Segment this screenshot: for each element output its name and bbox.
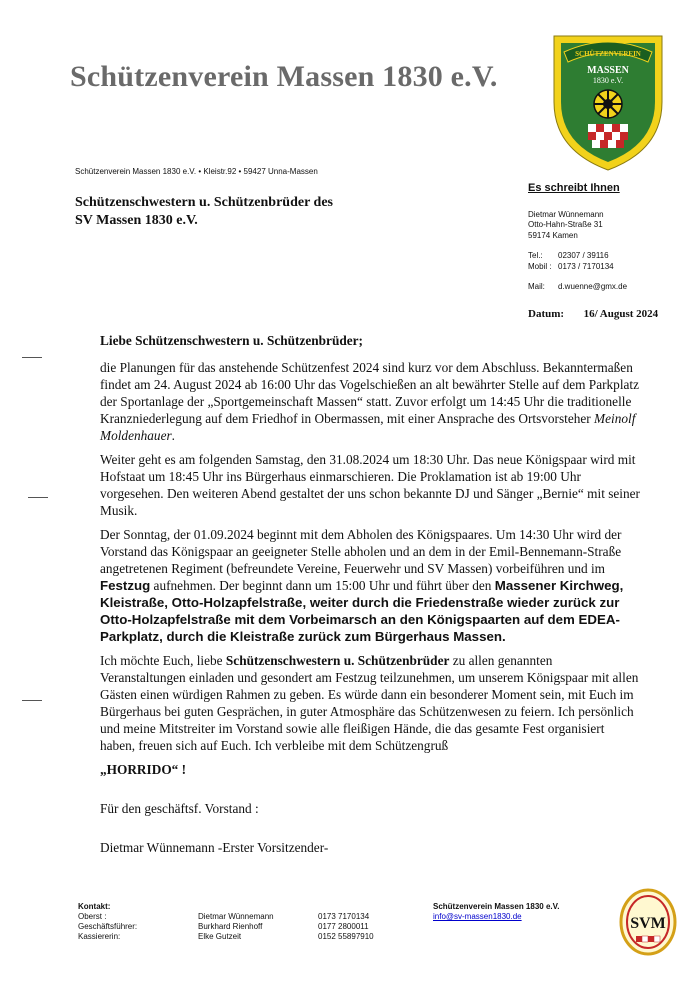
recipient-line-2: SV Massen 1830 e.V. [75, 213, 198, 228]
closing-line: Für den geschäftsf. Vorstand : [100, 801, 259, 816]
contact-street: Otto-Hahn-Straße 31 [528, 220, 603, 229]
fold-mark-middle [28, 497, 48, 498]
contact-tel-row [528, 251, 627, 262]
paragraph-3: Der Sonntag, der 01.09.2024 beginnt mit dem Abholen des Königspaares. Um 14:30 Uhr wird der Vorstand das Königspaar an geeigneter Stelle abholen und an dem in der Emil-Bennemann-Straße angetretenen Regiment (befreundete Vereine, Feuerwehr und SV Massen) vorbeiführen und im Festzug aufnehmen. Der beginnt dann um 15:00 Uhr und führt über den Massener Kirchweg, Kleistraße, Otto-Holzapfelstraße, weiter durch die Friedenstraße wieder zurück zur Otto-Holzapfelstraße mit dem Vorbeimarsch an den Königspaarten auf dem EDEA-Parkplatz, durch die Kleistraße zurück zum Bürgerhaus Massen. [100, 527, 624, 644]
footer-contact-row [78, 912, 408, 922]
contact-mail-row [528, 282, 627, 293]
contact-phone: 0177 2800011 [318, 922, 369, 931]
salutation: Liebe Schützenschwestern u. Schützenbrüder; [100, 333, 363, 348]
logo-banner-text: SCHÜTZENVEREIN [575, 50, 641, 58]
footer-org-name: Schützenverein Massen 1830 e.V. [433, 902, 560, 911]
mail-label: Mail: [528, 282, 545, 291]
contact-person: Burkhard Rienhoff [198, 922, 263, 931]
contact-role: Oberst : [78, 912, 107, 921]
contact-role: Kassiererin: [78, 932, 121, 941]
greeting-horrido: „HORRIDO“ ! [100, 762, 187, 777]
footer-emblem [618, 888, 678, 956]
paragraph-2: Weiter geht es am folgenden Samstag, den 31.08.2024 um 18:30 Uhr. Das neue Königspaar wird mit Hofstaat um 18:45 Uhr ins Bürgerhaus einmarschieren. Die Proklamation ist ab 19:00 Uhr vorgesehen. Den weiteren Abend gestaltet der uns schon bekannte DJ und Sänger „Bernie“ mit seiner Musik. [100, 452, 640, 518]
club-logo [548, 32, 668, 172]
addressees-bold: Schützenschwestern u. Schützenbrüder [225, 653, 450, 668]
sender-contact-block [528, 183, 627, 293]
footer-org [433, 902, 559, 922]
mobil-label: Mobil : [528, 261, 552, 271]
footer-contacts [78, 902, 408, 942]
contact-person: Dietmar Wünnemann [198, 912, 274, 921]
contact-role: Geschäftsführer: [78, 922, 138, 931]
mobil-value: 0173 / 7170134 [558, 261, 614, 271]
signature: Dietmar Wünnemann -Erster Vorsitzender- [100, 840, 329, 855]
contact-mobil-row [528, 262, 627, 273]
date-value: 16/ August 2024 [583, 308, 659, 320]
contact-phone: 0152 55897910 [318, 932, 374, 941]
fold-mark-bottom [22, 700, 42, 701]
recipient-block [75, 194, 333, 230]
footer-contact-row [78, 922, 408, 932]
recipient-line-1: Schützenschwestern u. Schützenbrüder des [75, 195, 333, 210]
logo-year-text: 1830 e.V. [592, 76, 624, 85]
sender-address-line: Schützenverein Massen 1830 e.V. • Kleistr.92 • 59427 Unna-Massen [75, 167, 318, 176]
festzug-word: Festzug [100, 578, 151, 593]
festzug-route: Massener Kirchweg, Kleistraße, Otto-Holzapfelstraße, weiter durch die Friedenstraße wieder zurück zur Otto-Holzapfelstraße mit dem Vorbeimarsch an den Königspaarten auf dem EDEA-Parkplatz, durch die Kleistraße zurück zum Bürgerhaus Massen. [100, 578, 624, 644]
contact-name: Dietmar Wünnemann [528, 209, 604, 219]
tel-label: Tel.: [528, 251, 543, 260]
contact-heading: Es schreibt Ihnen [528, 182, 620, 194]
fold-mark-top [22, 357, 42, 358]
date-label: Datum: [528, 308, 565, 320]
contact-person: Elke Gutzeit [198, 932, 242, 941]
footer-contact-row [78, 932, 408, 942]
footer-heading: Kontakt: [78, 902, 111, 911]
footer-email-link[interactable]: info@sv-massen1830.de [433, 912, 522, 921]
letter-body [100, 332, 640, 863]
page-title: Schützenverein Massen 1830 e.V. [70, 60, 498, 93]
ortsvorsteher-name: Meinolf Moldenhauer [100, 411, 636, 443]
contact-city: 59174 Kamen [528, 230, 578, 240]
contact-phone: 0173 7170134 [318, 912, 370, 921]
letter-date [528, 308, 658, 320]
logo-name-text: MASSEN [587, 65, 629, 76]
emblem-letters: SVM [630, 915, 666, 932]
mail-value[interactable]: d.wuenne@gmx.de [558, 282, 628, 291]
paragraph-4: Ich möchte Euch, liebe Schützenschwestern u. Schützenbrüder zu allen genannten Veranstaltungen einladen und gesondert am Festzug teilzunehmen, um unserem Königspaar mit allen Gästen einen würdigen Rahmen zu geben. Es würde dann ein besonderer Moment sein, mit Euch im Bürgerhaus bei guten Gesprächen, in guter Atmosphäre das Schützenwesen zu feiern. Ich persönlich und meine Mitstreiter im Vorstand sowie alle fleißigen Hände, die das gesamte Fest organisiert haben, freuen sich auf Euch. Ich verbleibe mit dem Schützengruß [100, 653, 639, 753]
footer-contact-table [78, 912, 408, 942]
tel-value: 02307 / 39116 [558, 251, 609, 260]
paragraph-1: die Planungen für das anstehende Schützenfest 2024 sind kurz vor dem Abschluss. Bekanntermaßen findet am 24. August 2024 ab 16:00 Uhr das Vogelschießen an alt bewährter Stelle auf dem Parkplatz der Sportanlage der „Sportgemeinschaft Massen“ statt. Zuvor erfolgt um 14:45 Uhr die traditionelle Kranzniederlegung auf dem Friedhof in Obermassen, mit einer Ansprache des Ortsvorsteher Meinolf Moldenhauer. [100, 360, 640, 443]
